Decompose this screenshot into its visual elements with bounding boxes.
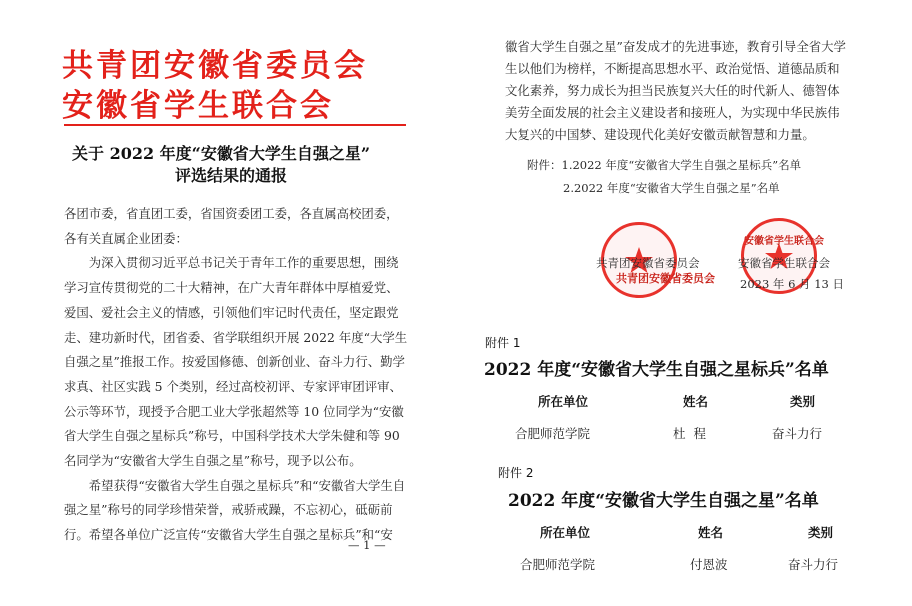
page-number: — 1 — bbox=[348, 538, 386, 552]
org-title-line-2: 安徽省学生联合会 bbox=[62, 88, 334, 124]
paragraph-2: 希望获得“安徽省大学生自强之星标兵”和“安徽省大学生自强之星”称号的同学珍惜荣誉，戒骄戒躁，不忘初心，砥砺前行。希望各单位广泛宣传“安徽省大学生自强之星标兵”和“安 bbox=[64, 477, 406, 543]
seal-2-text: 安徽省学生联合会 bbox=[744, 236, 824, 247]
doc-title-line-1: 关于 2022 年度“安徽省大学生自强之星” bbox=[72, 144, 371, 163]
attachment-note-1: 附件：1.2022 年度“安徽省大学生自强之星标兵”名单 bbox=[527, 158, 802, 172]
doc-title-line-2: 评选结果的通报 bbox=[175, 166, 288, 185]
list-2-label: 附件 2 bbox=[498, 466, 534, 480]
list-1-cell-unit: 合肥师范学院 bbox=[515, 426, 591, 441]
paragraph-continued: 徽省大学生自强之星”奋发成才的先进事迹，教育引导全省大学生以他们为榜样，不断提高思想水平、政治觉悟、道德品质和文化素养，努力成长为担当民族复兴大任的时代新人、德智体美劳全面发展的社会主义建设者和接班人，为实现中华民族伟大复兴的中国梦、建设现代化美好安徽贡献智慧和力量。 bbox=[505, 39, 846, 142]
list-2-header-name: 姓名 bbox=[698, 525, 724, 540]
org-title-line-1: 共青团安徽省委员会 bbox=[62, 48, 368, 84]
seal-1-text: 共青团安徽省委员会 bbox=[616, 272, 715, 285]
signature-date: 2023 年 6 月 13 日 bbox=[740, 277, 844, 291]
list-2-cell-category: 奋斗力行 bbox=[788, 557, 839, 572]
left-body bbox=[64, 202, 409, 548]
attachment-note-2: 2.2022 年度“安徽省大学生自强之星”名单 bbox=[563, 181, 780, 195]
list-1-header-unit: 所在单位 bbox=[538, 394, 589, 409]
signatory-org-2: 安徽省学生联合会 bbox=[738, 256, 830, 270]
list-1-cell-name: 杜 程 bbox=[673, 426, 706, 441]
salutation: 各团市委，省直团工委，省国资委团工委，各直属高校团委，各有关直属企业团委： bbox=[64, 206, 399, 246]
list-2-cell-name: 付恩波 bbox=[690, 557, 728, 572]
list-2-title: 2022 年度“安徽省大学生自强之星”名单 bbox=[508, 491, 819, 511]
red-divider bbox=[64, 124, 406, 126]
paragraph-1: 为深入贯彻习近平总书记关于青年工作的重要思想，围绕学习宣传贯彻党的二十大精神，在广大青年群体中厚植爱党、爱国、爱社会主义的情感，引领他们牢记时代责任，坚定跟党走、建功新时代，团省委、省学联组织开展 2022 年度“大学生自强之星”推报工作。按爱国修德、创新创业、奋斗力行、勤学求真、社区实践 5 个类别，经过高校初评、专家评审团评审、公示等环节，现授予合肥工业大学张超然等 10 位同学为“安徽省大学生自强之星标兵”称号，中国科学技术大学朱健和等 90 名同学为“安徽省大学生自强之星”称号，现予以公布。 bbox=[64, 255, 408, 469]
signatory-org-1: 共青团安徽省委员会 bbox=[596, 256, 700, 270]
list-1-cell-category: 奋斗力行 bbox=[772, 426, 823, 441]
list-1-label: 附件 1 bbox=[485, 336, 521, 350]
list-2-cell-unit: 合肥师范学院 bbox=[520, 557, 596, 572]
list-2-header-unit: 所在单位 bbox=[540, 525, 591, 540]
list-1-header-name: 姓名 bbox=[683, 394, 709, 409]
list-1-header-category: 类别 bbox=[790, 394, 816, 409]
list-1-title: 2022 年度“安徽省大学生自强之星标兵”名单 bbox=[484, 360, 829, 380]
list-2-header-category: 类别 bbox=[808, 525, 834, 540]
